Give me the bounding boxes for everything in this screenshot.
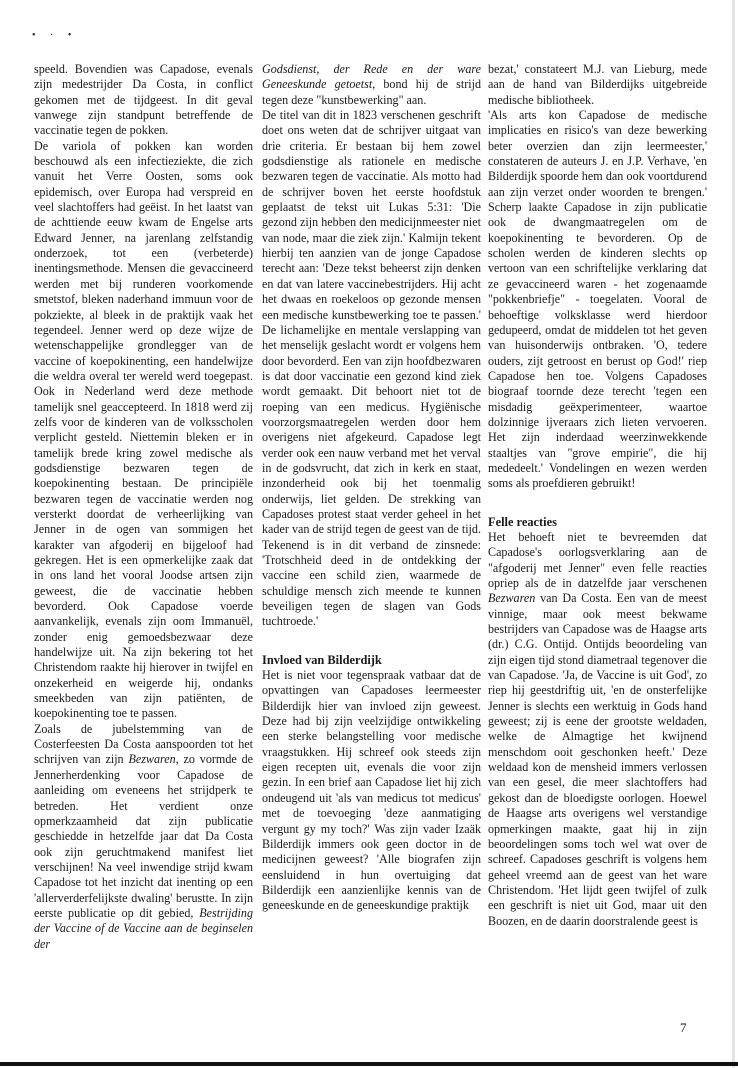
spacer <box>262 630 481 645</box>
italic-title: Bezwaren <box>488 591 536 606</box>
text-run: van Da Costa. Een van de meest vinnige, maar ook meest bekwame bestrijders van Capadose was de Haagse arts (dr.) C.G. Ontijd. Ontijds beoordeling van zijn eigen tijd stond diametraal tegenover die van Capadose. 'Ja, de Vaccine is uit God', zo riep hij geestdriftig uit, 'en de onsterfelijke Jenner is slechts een werktuig in Gods hand geweest; zij is eene der grootste weldaden, welke de Almagtige het kwijnend menschdom ooit geschonken heeft.' Deze weldaad kon de mensheid immers verlossen van een gesel, die meer slachtoffers had gekost dan de bloedigste oorlogen. Hoewel de Haagse arts overigens wel verstandige opmerkingen maakte, gaat hij in zijn beoordelingen soms toch wel wat over de schreef. Capadoses geschrift is volgens hem geheel vreemd aan de geest van het ware Christendom. 'Het lijdt geen twijfel of zulk een geschrift is niet uit God, maar uit den Boozen, en de daarin doorstralende geest is <box>488 591 707 928</box>
text-run: bond hij de strijd tegen deze "kunstbewerking" aan. <box>262 77 481 107</box>
paragraph: bezat,' constateert M.J. van Lieburg, mede aan de hand van Bilderdijks uitgebreide medische bibliotheek. <box>488 62 707 107</box>
text-run: Zoals de jubelstemming van de Costerfeesten Da Costa aanspoorden tot het schrijven van zijn <box>34 721 253 767</box>
text-run: , zo vormde de Jennerherdenking voor Capadose de aanleiding om eveneens het strijdperk te betreden. Het verdient onze opmerkzaamheid dat zijn publicatie geschiedde in hetzelfde jaar dat Da Costa ook zijn geruchtmakend manifest liet verschijnen! Na veel inwendige strijd kwam Capadose tot het inzicht dat inenting op een 'allerverderfelijkste dwaling' berustte. In zijn eerste publicatie op dit gebied, <box>34 752 253 920</box>
column-1 <box>34 62 253 952</box>
italic-title: Bezwaren <box>128 752 176 767</box>
paragraph: speeld. Bovendien was Capadose, evenals zijn medestrijder Da Costa, in conflict gekomen met de tijdgeest. In dit geval vanwege zijn standpunt betreffende de vaccinatie tegen de pokken. <box>34 62 253 138</box>
section-heading-bilderdijk: Invloed van Bilderdijk <box>262 652 382 667</box>
italic-title: Bestrijding der Vaccine of de Vaccine aan de beginselen der <box>34 905 253 951</box>
paragraph <box>262 62 481 108</box>
bottom-rule <box>0 1062 738 1066</box>
spacer <box>488 492 707 507</box>
header-marks: • · • <box>32 30 78 41</box>
section-heading-reacties: Felle reacties <box>488 514 557 529</box>
paragraph: Het is niet voor tegenspraak vatbaar dat de opvattingen van Capadoses leermeester Bilderdijk hier van invloed zijn geweest. Deze had bij zijn veelzijdige ontwikkeling een sterke belangstelling voor medische vraagstukken. Hij schreef ook steeds zijn eigen recepten uit, evenals die voor zijn gezin. In een brief aan Capadose liet hij zich ondeugend uit 'als van medicus tot medicus' met de toevoeging 'deze aanmatiging vergunt gy my toch?' Was zijn vader Izaäk Bilderdijk immers ook geen doctor in de medicijnen geweest? 'Alle biografen zijn eensluidend in hun overtuiging dat Bilderdijk een aanzienlijke kennis van de geneeskunde en de geneeskundige praktijk <box>262 668 481 913</box>
paragraph: 'Als arts kon Capadose de medische implicaties en risico's van deze bewerking beter overzien dan zijn leermeester,' constateren de auteurs J. en J.P. Verhave, 'en Bilderdijk spoorde hem dan ook voortdurend aan zijn verzet onder woorden te brengen.' Scherp laakte Capadose in zijn publicatie ook de dwangmaatregelen om de koepokinenting te bevorderen. Op de scholen werden de kinderen slechts op vertoon van een schriftelijke verklaring dat ze gevaccineerd waren - het zogenaamde "pokkenbriefje" - toegelaten. Vooral de behoeftige volksklasse werd hierdoor gedupeerd, omdat de middelen tot het geven van huisonderwijs ontbraken. 'O, tedere ouders, zijt getroost en berust op God!' riep Capadose hen toe. Volgens Capadoses biograaf toornde deze terecht 'tegen een misdadig geëxperimenteer, waartoe dolzinnige ijveraars zich lieten vervoeren. Het zijn inderdaad weerzinwekkende staaltjes van "grove empirie", die hij mededeelt.' Vondelingen en wezen werden soms als proefdieren gebruikt! <box>488 108 707 491</box>
paragraph <box>488 530 707 929</box>
text-run: Het behoeft niet te bevreemden dat Capadose's oorlogsverklaring aan de "afgoderij met Jenner" even felle reacties opriep als de in datzelfde jaar verschenen <box>488 529 707 590</box>
column-3 <box>488 62 707 929</box>
page-edge <box>732 0 735 1068</box>
paragraph: De variola of pokken kan worden beschouwd als een infectieziekte, die zich vanuit het Verre Oosten, soms ook epidemisch, over Europa had verspreid en veel slachtoffers had geëist. In het laatst van de achttiende eeuw kwam de Engelse arts Edward Jenner, na jarenlang zelfstandig onderzoek, tot een (verbeterde) inentingsmethode. Mensen die gevaccineerd werden met bij runderen voorkomende smetstof, bleken naderhand immuun voor de pokziekte, al bleek in de praktijk vaak het tegendeel. Jenner werd op deze wijze de wetenschappelijke grondlegger van de vaccine of koepokinenting, een handelwijze die weldra overal ter wereld werd toegepast. Ook in Nederland werd deze methode tamelijk snel geaccepteerd. In 1818 werd zij zelfs voor de kinderen van de volksscholen verplicht gesteld. Niettemin bleken er in tamelijk brede kring zowel medische als godsdienstige bezwaren tegen de koepokinenting bestaan. De principiële bezwaren tegen de vaccinatie werden nog versterkt doordat de verheerlijking van Jenner in de ogen van sommigen het karakter van afgoderij en bijgeloof had gekregen. Het is een opmerkelijke zaak dat in ons land het vooral Joodse artsen zijn geweest, die de vaccinatie hebben bevorderd. Ook Capadose voerde aanvankelijk, evenals zijn oom Immanuël, zonder enig gemoedsbezwaar deze handelwijze uit. Na zijn bekering tot het Christendom raakte hij hierover in twijfel en onzekerheid en weigerde hij, ondanks smeekbeden van zijn patiënten, de koepokinenting toe te passen. <box>34 138 253 721</box>
paragraph: De titel van dit in 1823 verschenen geschrift doet ons weten dat de schrijver uitgaat van drie criteria. Er bestaan bij hem zowel godsdienstige als rationele en medische bezwaren tegen de vaccinatie. Als motto had de schrijver boven het eerste hoofdstuk geplaatst de tekst uit Lukas 5:31: 'Die gezond zijn hebben den medicijnmeester niet van node, maar die ziek zijn.' Kalmijn tekent hierbij ten aanzien van de jonge Capadose terecht aan: 'Deze tekst beheerst zijn denken en dat van latere vaccinebestrijders. Hij acht het dwaas en roekeloos op gezonde mensen een medische kunstbewerking toe te passen.' De lichamelijke en mentale verslapping van het menselijk geslacht wordt er volgens hem door bevorderd. Een van zijn hoofdbezwaren is dat door vaccinatie een gezond kind ziek wordt gemaakt. Dit behoort niet tot de roeping van een medicus. Hygiënische voorzorgsmaatregelen werden door hem overigens niet afgekeurd. Capadose legt verder ook een nauw verband met het verval in de godsvrucht, dat zich in kerk en staat, inzonderheid ook bij het toenmalig onderwijs, liet gelden. De strekking van Capadoses protest staat verder geheel in het kader van de strijd tegen de geest van de tijd. Tekenend is in dit verband de zinsnede: 'Trotschheid deed in de ontdekking der vaccine een schild zien, waarmede de schuldige mensch zich meende te kunnen beveiligen tegen de slagen van Gods tuchtroede.' <box>262 108 481 629</box>
column-2 <box>262 62 481 914</box>
italic-title: Godsdienst, der Rede en der ware Geneeskunde getoetst, <box>262 62 481 92</box>
page-number: 7 <box>680 1020 687 1035</box>
paragraph <box>34 722 253 952</box>
